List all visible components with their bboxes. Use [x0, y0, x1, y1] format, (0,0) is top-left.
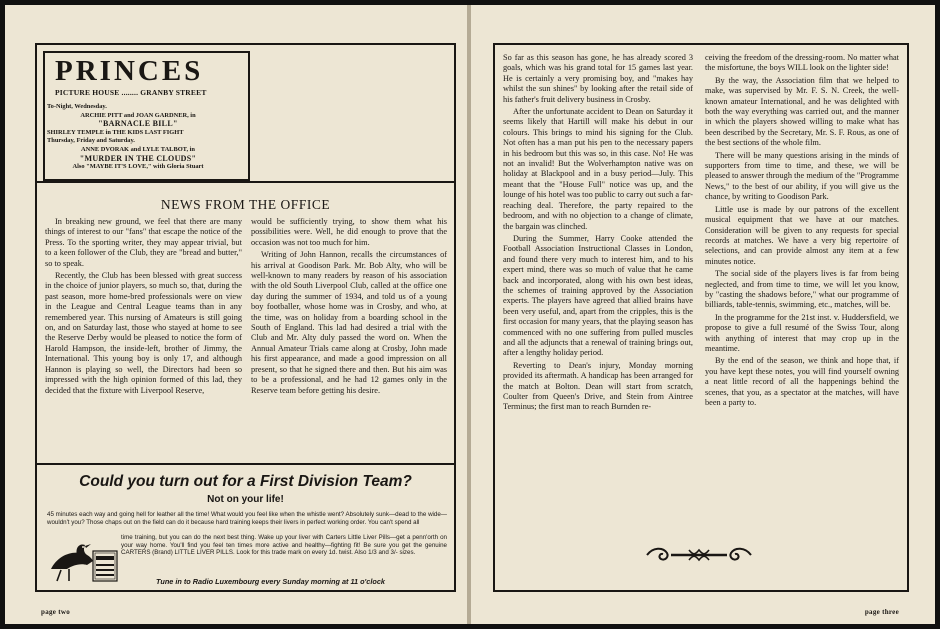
cinema-listings [47, 103, 247, 172]
news-paragraph: would be sufficiently trying, to show them what his possibilities were. Well, he did enough to prove that the occasion was not too much for him. [251, 217, 447, 247]
cinema-name: PRINCES [55, 55, 204, 87]
ornament-divider-icon [645, 547, 753, 563]
news-column-2 [251, 217, 447, 396]
listing-line: Thursday, Friday and Saturday. [47, 137, 135, 145]
news-heading: NEWS FROM THE OFFICE [160, 197, 331, 212]
cinema-address: PICTURE HOUSE ........ GRANBY STREET [55, 88, 207, 97]
right-page-frame [493, 43, 909, 592]
listing-line: To-Night, Wednesday. [47, 103, 107, 110]
notes-paragraph: There will be many questions arising in the minds of supporters from time to time, and these, we will be pleased to answer through the medium of the "Programme News," to the best of our ability, if you will give us the chance, by writing to Goodison Park. [705, 150, 899, 202]
news-paragraph: Recently, the Club has been blessed with great success in the choice of junior players, so much so, that, during the past season, more home-bred professionals were on view in the League and Central League teams than in any remembered year. This nursing of Amateurs is still going on, and on Saturday last, those who stayed at home to see the Reserve Derby would be pleased to notice the form of Harold Hampson, the inside-left, brother of Jimmy, the International. This young boy is only 17, and although Hannon is playing so well, the Directors had been so impressed with the high opinion formed of this lad, they decided that the fixture with Liverpool Reserve, [45, 271, 242, 395]
notes-paragraph: Reverting to Dean's injury, Monday morning provided its aftermath. A handicap has been arranged for the match at Bolton. Dean will start from scratch, Coulter from Queen's Drive, and Stein from Aintree Terminus; the first man to reach Burnden re- [503, 360, 693, 412]
listing-film-title: "MURDER IN THE CLOUDS" [79, 153, 197, 163]
ad-body-text: 45 minutes each way and going hell for leather all the time! What would you feel like when the whistle went? Absolutely sunk—dead to the wide—wouldn't you? Those chaps out on the field can do it because hard training keeps their livers in perfect working order. You can't spend all [47, 511, 447, 526]
left-page [5, 5, 467, 624]
notes-paragraph: Little use is made by our patrons of the excellent musical equipment that we have at our matches. Consideration will be given to any requests for special records at matches. We have a very big repertoire of selections, and can provide almost any item at a few minutes notice. [705, 204, 899, 266]
ad-radio-tagline: Tune in to Radio Luxembourg every Sunday morning at 11 o'clock [156, 577, 385, 586]
notes-paragraph: ceiving the freedom of the dressing-room. No matter what the misfortune, the boys WILL look on the lighter side! [705, 53, 899, 73]
section-divider [37, 181, 454, 183]
notes-paragraph: By the way, the Association film that we helped to make, was supervised by Mr. F. S. N. Creek, the well-known amateur International, and he was delighted with both the way everything was carried out, and the manner in which the players showed willing to make what has been described by the Secretary, Mr. S. F. Rous, as one of the best sections of the whole film. [705, 75, 899, 148]
liver-pills-ad [37, 465, 454, 590]
listing-line: ARCHIE PITT and JOAN GARDNER, in [80, 111, 196, 119]
ad-subheadline: Not on your life! [207, 494, 284, 505]
notes-paragraph: After the unfortunate accident to Dean on Saturday it seems likely that Hartill will make his debut in our colours. This brings to mind his signing for the Club. Not often has a man put his pen to the necessary papers in his bedroom but this was so, in this case. No! He was not an invalid! But the Wolverhampton native was on holiday at Blackpool and in a busy period—July. This meant that the "House Full" notice was up, and the lounge of his hotel was too public to carry out such a far-reaching deal. Therefore, the party repaired to the bedroom, and with no objection to a change of climate, the bargain was clinched. [503, 107, 693, 231]
notes-paragraph: The social side of the players lives is far from being neglected, and from time to time, we will let you know, by "casting the shadows before," what our programme of billiards, table-tennis, swimming, etc., matches, will be. [705, 269, 899, 310]
listing-line: ANNE DVORAK and LYLE TALBOT, in [81, 145, 195, 153]
notes-paragraph: By the end of the season, we think and hope that, if you have kept these notes, you will find yourself owning a neat little record of all the happenings behind the scenes, that you, as a spectator at the matches, will have been a party to. [705, 356, 899, 407]
news-column-1 [45, 217, 242, 396]
news-paragraph: Writing of John Hannon, recalls the circumstances of his arrival at Goodison Park. Mr. Bob Alty, who will be well-known to many readers by reason of his association with the old South Liverpool Club, called at the office one day during the summer of 1934, and told us of a young boy footballer, whose home was in Crosby, and who, at the time, was on holiday from a boarding school in the South of England. This lad had desired a trial with the Club and Mr. Alty duly passed the word on. When the Annual Amateur Trials came along at Crosby, John made his first appearance, and made a good impression on all present, so that he signed there and then. But his aim was to be a professional, and he had 12 games only in the Reserve team before getting his desire. [251, 250, 447, 395]
listing-line: SHIRLEY TEMPLE in THE KIDS LAST FIGHT [47, 128, 184, 136]
notes-column-1 [503, 53, 693, 413]
listing-line: Also "MAYBE IT'S LOVE," with Gloria Stuart [72, 163, 204, 171]
notes-paragraph: During the Summer, Harry Cooke attended the Football Association Instructional Classes in London, and found there very much to interest him, and to his expert mind, there was so much of value that he came back and incorporated, along with his own best ideas, the schemes of training approved by the Association experts. The players have agreed that allied brains have been very useful, and, apart from the cripples, this is the first occasion for many years, that the playing season has commenced with no one suffering from pulled muscles and all the adjuncts that a renewal of training brings out, after a lengthy holiday period. [503, 233, 693, 358]
notes-paragraph: So far as this season has gone, he has already scored 3 goals, which was his grand total for 15 games last year. He is certainly a very promising boy, and "makes hay whilst the sun shines" by looking after the retail side of his father's fruit delivery business in Crosby. [503, 53, 693, 104]
news-paragraph: In breaking new ground, we feel that there are many things of interest to our "fans" that escape the notice of the Press. To the sporting writer, they may appear trivial, but to a keen follower of the Club, they are "bread and butter," so to speak. [45, 217, 242, 268]
notes-column-2 [705, 53, 899, 408]
notes-paragraph: In the programme for the 21st inst. v. Huddersfield, we propose to give a full resumé of the Swiss Tour, along with anything of interest that may crop up in the meantime. [705, 312, 899, 353]
cinema-ad [43, 51, 250, 181]
page-number: page three [864, 608, 899, 616]
left-page-frame [35, 43, 456, 592]
ad-headline: Could you turn out for a First Division Team? [79, 473, 412, 490]
programme-spread [5, 5, 935, 624]
right-page [471, 5, 935, 624]
ad-body-text-continued: time training, but you can do the next best thing. Wake up your liver with Carters Little Liver Pills—get a penn'orth on your way home. You'll find you feel ten times more active and healthy—fighting fit! Be sure you get the genuine CARTERS (Brand) LITTLE LIVER PILLS. Look for this trade mark on every 1d. twist. Also 1/3 and 3/- sizes. [121, 534, 447, 557]
page-number: page two [41, 608, 71, 616]
listing-film-title: "BARNACLE BILL" [98, 119, 178, 129]
